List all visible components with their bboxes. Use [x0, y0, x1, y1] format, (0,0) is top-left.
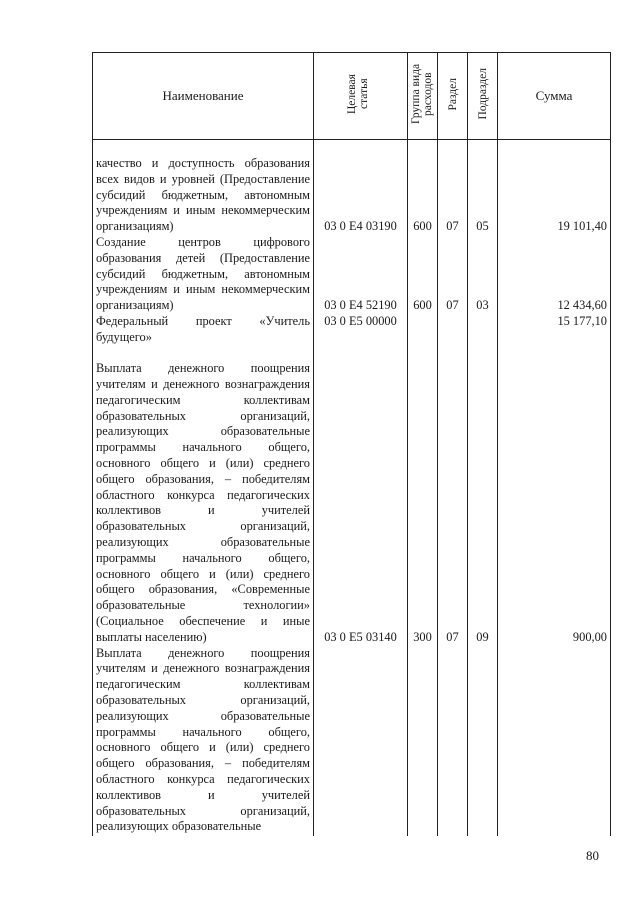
row-section: 07: [438, 140, 468, 236]
page-number: 80: [586, 848, 599, 863]
table-row: [93, 314, 611, 346]
row-subsection: [468, 646, 498, 836]
row-group: [408, 314, 438, 346]
row-code: 03 0 E5 03140: [314, 346, 408, 646]
row-sum: 900,00: [498, 346, 611, 646]
row-subsection: 03: [468, 235, 498, 314]
row-sum: 15 177,10: [498, 314, 611, 346]
row-sum: [498, 646, 611, 836]
table-row: [93, 235, 611, 314]
row-name: Создание центров цифрового образования детей (Предоставление субсидий бюджетным, автономным учреждениям и иным некоммерческим организациям): [93, 235, 314, 314]
header-section: Раздел: [438, 53, 468, 140]
row-code: [314, 646, 408, 836]
row-section: 07: [438, 235, 468, 314]
row-group: 600: [408, 140, 438, 236]
row-name: Выплата денежного поощрения учителям и денежного вознаграждения педагогическим коллективам образовательных организаций, реализующих образовательные программы начального общего, основного общего и (или) среднего общего образования, – победителям областного конкурса педагогических коллективов и учителей образовательных организаций, реализующих образовательные программы начального общего, основного общего и (или) среднего общего образования, «Современные образовательные технологии» (Социальное обеспечение и иные выплаты населению): [93, 346, 314, 646]
table-row: [93, 140, 611, 236]
row-code: 03 0 E4 52190: [314, 235, 408, 314]
row-name: Выплата денежного поощрения учителям и денежного вознаграждения педагогическим коллективам образовательных организаций, реализующих образовательные программы начального общего, основного общего и (или) среднего общего образования, – победителям областного конкурса педагогических коллективов и учителей образовательных организаций, реализующих образовательные: [93, 646, 314, 836]
row-sum: 12 434,60: [498, 235, 611, 314]
row-subsection: 09: [468, 346, 498, 646]
budget-table: [92, 52, 611, 836]
row-group: 300: [408, 346, 438, 646]
table-row: [93, 646, 611, 836]
row-code: 03 0 E4 03190: [314, 140, 408, 236]
header-sum: Сумма: [498, 53, 611, 140]
header-subsection: Подраздел: [468, 53, 498, 140]
row-name: качество и доступность образования всех видов и уровней (Предоставление субсидий бюджетным, автономным учреждениям и иным некоммерческим организациям): [93, 140, 314, 236]
row-subsection: [468, 314, 498, 346]
row-section: [438, 314, 468, 346]
table-row: [93, 346, 611, 646]
row-section: [438, 646, 468, 836]
row-group: 600: [408, 235, 438, 314]
row-code: 03 0 E5 00000: [314, 314, 408, 346]
row-section: 07: [438, 346, 468, 646]
row-name: Федеральный проект «Учитель будущего»: [93, 314, 314, 346]
row-group: [408, 646, 438, 836]
header-name: Наименование: [93, 53, 314, 140]
header-target-article: Целевая статья: [314, 53, 408, 140]
table-header-row: [93, 53, 611, 140]
row-sum: 19 101,40: [498, 140, 611, 236]
row-subsection: 05: [468, 140, 498, 236]
header-expense-group: Группа вида расходов: [408, 53, 438, 140]
